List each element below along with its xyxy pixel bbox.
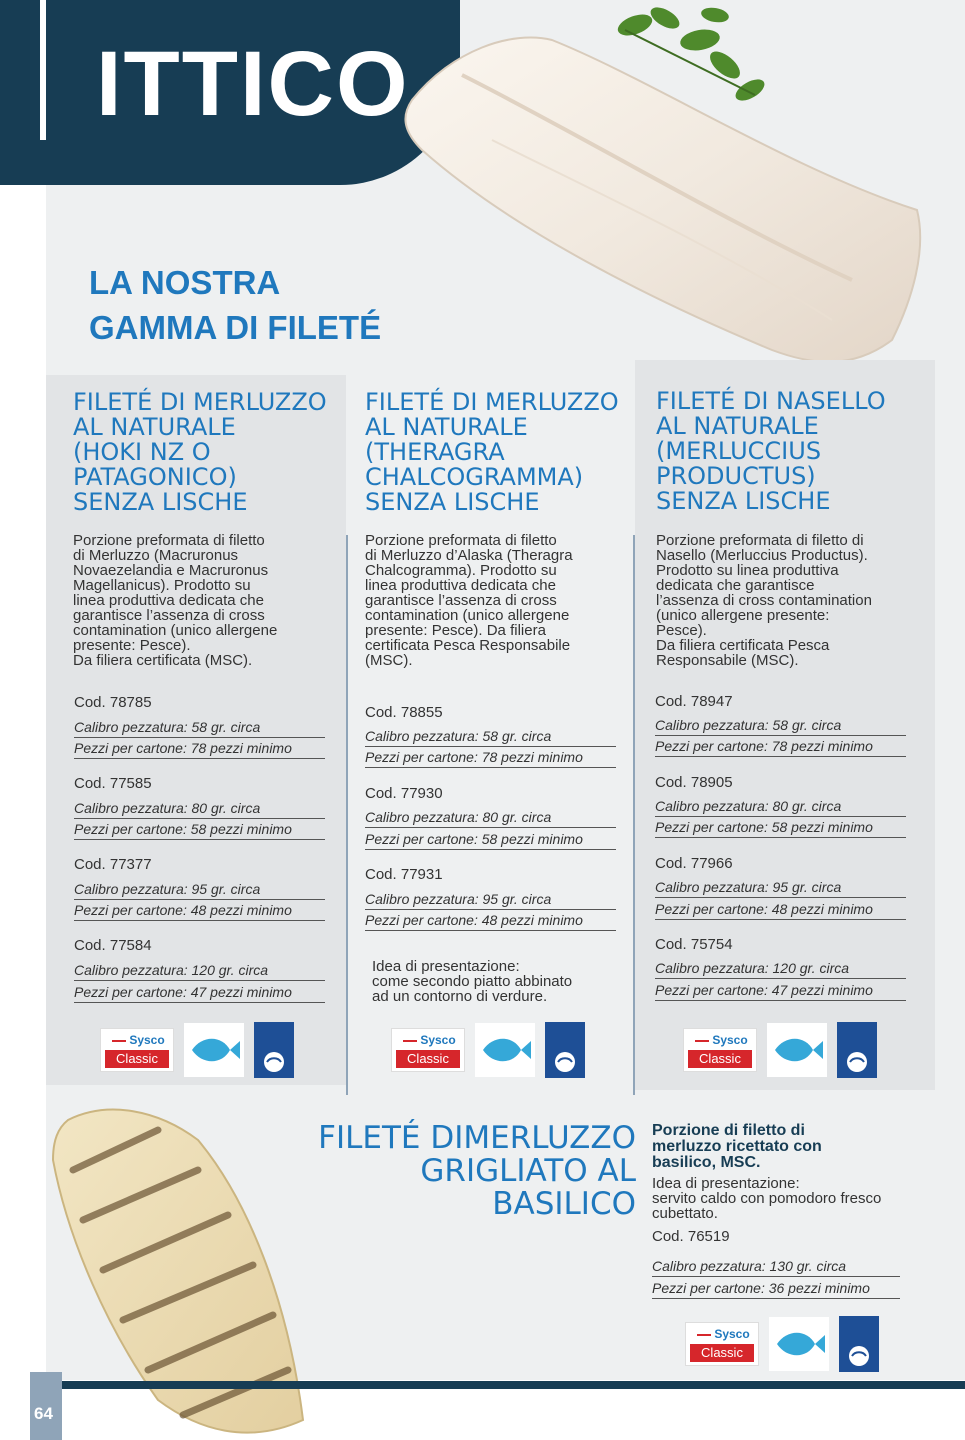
- subtitle-line: Porzione di filetto di: [652, 1122, 805, 1139]
- spec-pezzi: Pezzi per cartone: 58 pezzi minimo: [74, 821, 325, 840]
- spec-pezzi: Pezzi per cartone: 78 pezzi minimo: [365, 749, 616, 768]
- product-title-line: (THERAGRA: [365, 438, 505, 466]
- sysco-classic-logo: [685, 1322, 759, 1366]
- sysco-classic-logo: [100, 1028, 174, 1072]
- product-code: Cod. 76519: [652, 1228, 730, 1245]
- desc-line: Pesce).: [656, 622, 707, 639]
- desc-line: Novaezelandia e Macruronus: [73, 562, 269, 579]
- product-title-line: CHALCOGRAMMA): [365, 463, 584, 491]
- desc-line: presente: Pesce).: [73, 637, 191, 654]
- bottom-product-title: [280, 1122, 636, 1221]
- subtitle-line: basilico, MSC.: [652, 1154, 761, 1171]
- desc-line: Da filiera certificata Pesca: [656, 637, 830, 654]
- sysco-label: Sysco: [101, 1033, 173, 1061]
- spec-calibro: Calibro pezzatura: 95 gr. circa: [74, 881, 325, 900]
- spec-calibro: Calibro pezzatura: 58 gr. circa: [655, 717, 906, 736]
- section-title-line: GAMMA DI FILETÉ: [89, 309, 382, 346]
- title-line: FILETÉ DIMERLUZZO: [318, 1120, 636, 1156]
- title-line: GRIGLIATO AL: [420, 1153, 636, 1189]
- certification-logos: [100, 1022, 294, 1078]
- product-title-line: SENZA LISCHE: [365, 488, 540, 516]
- desc-line: l’assenza di cross contamination: [656, 592, 872, 609]
- desc-line: (MSC).: [365, 652, 413, 669]
- spec-calibro: Calibro pezzatura: 120 gr. circa: [74, 962, 325, 981]
- msc-certified-icon: [837, 1022, 877, 1078]
- product-title-line: AL NATURALE: [73, 413, 236, 441]
- product-code: Cod. 77585: [74, 775, 152, 792]
- page-number: 64: [34, 1404, 53, 1423]
- desc-line: di Merluzzo d’Alaska (Theragra: [365, 547, 573, 564]
- presentation-idea: [372, 959, 572, 1004]
- product-title-line: PATAGONICO): [73, 463, 237, 491]
- bottom-product-idea: [652, 1176, 881, 1221]
- spec-pezzi: Pezzi per cartone: 47 pezzi minimo: [655, 982, 906, 1001]
- product-description: [73, 533, 277, 668]
- idea-line: servito caldo con pomodoro fresco: [652, 1190, 882, 1207]
- product-code: Cod. 78905: [655, 774, 733, 791]
- desc-line: Porzione preformata di filetto: [73, 532, 265, 549]
- left-margin: [0, 0, 46, 1440]
- spec-calibro: Calibro pezzatura: 80 gr. circa: [365, 809, 616, 828]
- idea-line: ad un contorno di verdure.: [372, 988, 548, 1005]
- footer-bar: [62, 1381, 965, 1389]
- product-description: [656, 533, 872, 668]
- spec-calibro: Calibro pezzatura: 80 gr. circa: [655, 798, 906, 817]
- product-title-line: (MERLUCCIUS: [656, 437, 822, 465]
- desc-line: Nasello (Merluccius Productus).: [656, 547, 868, 564]
- spec-calibro: Calibro pezzatura: 58 gr. circa: [365, 728, 616, 747]
- product-title-line: (HOKI NZ O: [73, 438, 211, 466]
- certification-logos: [683, 1022, 877, 1078]
- msc-certified-icon: [545, 1022, 585, 1078]
- spec-pezzi: Pezzi per cartone: 47 pezzi minimo: [74, 984, 325, 1003]
- spec-pezzi: Pezzi per cartone: 48 pezzi minimo: [365, 912, 616, 931]
- msc-certified-icon: [254, 1022, 294, 1078]
- product-title-line: FILETÉ DI NASELLO: [656, 387, 886, 415]
- spec-calibro: Calibro pezzatura: 120 gr. circa: [655, 960, 906, 979]
- product-code: Cod. 77584: [74, 937, 152, 954]
- product-code: Cod. 77931: [365, 866, 443, 883]
- classic-label: Classic: [690, 1344, 754, 1362]
- column-divider: [633, 535, 635, 1095]
- spec-calibro: Calibro pezzatura: 130 gr. circa: [652, 1258, 900, 1277]
- msc-certified-icon: [839, 1316, 879, 1372]
- certification-logos: [391, 1022, 585, 1078]
- desc-line: certificata Pesca Responsabile: [365, 637, 571, 654]
- product-title-line: FILETÉ DI MERLUZZO: [365, 388, 619, 416]
- idea-line: come secondo piatto abbinato: [372, 973, 573, 990]
- desc-line: contamination (unico allergene: [73, 622, 278, 639]
- product-title-line: SENZA LISCHE: [73, 488, 248, 516]
- desc-line: presente: Pesce). Da filiera: [365, 622, 546, 639]
- spec-pezzi: Pezzi per cartone: 36 pezzi minimo: [652, 1280, 900, 1299]
- classic-label: Classic: [105, 1050, 169, 1068]
- spec-pezzi: Pezzi per cartone: 58 pezzi minimo: [655, 819, 906, 838]
- desc-line: contamination (unico allergene: [365, 607, 570, 624]
- product-description: [365, 533, 573, 668]
- product-title: [73, 390, 327, 515]
- desc-line: Chalcogramma). Prodotto su: [365, 562, 557, 579]
- product-code: Cod. 78947: [655, 693, 733, 710]
- idea-line: cubettato.: [652, 1205, 718, 1222]
- spec-pezzi: Pezzi per cartone: 58 pezzi minimo: [365, 831, 616, 850]
- spec-calibro: Calibro pezzatura: 58 gr. circa: [74, 719, 325, 738]
- classic-label: Classic: [688, 1050, 752, 1068]
- desc-line: di Merluzzo (Macruronus: [73, 547, 239, 564]
- desc-line: linea produttiva dedicata che: [365, 577, 556, 594]
- section-title: [89, 260, 381, 350]
- product-code: Cod. 77377: [74, 856, 152, 873]
- title-line: BASILICO: [492, 1186, 636, 1222]
- desc-line: Prodotto su linea produttiva: [656, 562, 839, 579]
- spec-pezzi: Pezzi per cartone: 78 pezzi minimo: [655, 738, 906, 757]
- product-title: [365, 390, 619, 515]
- certification-logos: [685, 1316, 879, 1372]
- desc-line: garantisce l’assenza di cross: [73, 607, 265, 624]
- sysco-label: Sysco: [684, 1033, 756, 1061]
- classic-label: Classic: [396, 1050, 460, 1068]
- product-code: Cod. 77930: [365, 785, 443, 802]
- desc-line: garantisce l’assenza di cross: [365, 592, 557, 609]
- desc-line: (unico allergene presente:: [656, 607, 830, 624]
- product-code: Cod. 77966: [655, 855, 733, 872]
- sysco-classic-logo: [683, 1028, 757, 1072]
- subtitle-line: merluzzo ricettato con: [652, 1138, 822, 1155]
- product-title-line: AL NATURALE: [365, 413, 528, 441]
- desc-line: Magellanicus). Prodotto su: [73, 577, 251, 594]
- spec-pezzi: Pezzi per cartone: 48 pezzi minimo: [655, 901, 906, 920]
- bottom-product-subtitle: [652, 1123, 822, 1171]
- column-divider: [346, 535, 348, 1095]
- product-title-line: PRODUCTUS): [656, 462, 816, 490]
- senza-lische-fish-icon: [475, 1023, 535, 1077]
- desc-line: Porzione preformata di filetto: [365, 532, 557, 549]
- header-accent-bar: [40, 0, 46, 140]
- parsley-garnish-image: [605, 0, 775, 110]
- desc-line: Porzione preformata di filetto di: [656, 532, 864, 549]
- sysco-label: Sysco: [686, 1327, 758, 1355]
- idea-line: Idea di presentazione:: [372, 958, 520, 975]
- spec-calibro: Calibro pezzatura: 80 gr. circa: [74, 800, 325, 819]
- product-title-line: SENZA LISCHE: [656, 487, 831, 515]
- desc-line: dedicata che garantisce: [656, 577, 815, 594]
- senza-lische-fish-icon: [769, 1317, 829, 1371]
- product-title-line: FILETÉ DI MERLUZZO: [73, 388, 327, 416]
- spec-pezzi: Pezzi per cartone: 48 pezzi minimo: [74, 902, 325, 921]
- desc-line: Responsabile (MSC).: [656, 652, 799, 669]
- spec-calibro: Calibro pezzatura: 95 gr. circa: [655, 879, 906, 898]
- section-title-line: LA NOSTRA: [89, 264, 281, 301]
- idea-line: Idea di presentazione:: [652, 1175, 800, 1192]
- senza-lische-fish-icon: [184, 1023, 244, 1077]
- spec-pezzi: Pezzi per cartone: 78 pezzi minimo: [74, 740, 325, 759]
- product-code: Cod. 75754: [655, 936, 733, 953]
- desc-line: linea produttiva dedicata che: [73, 592, 264, 609]
- spec-calibro: Calibro pezzatura: 95 gr. circa: [365, 891, 616, 910]
- page-title: ITTICO: [96, 33, 410, 135]
- product-code: Cod. 78855: [365, 704, 443, 721]
- sysco-classic-logo: [391, 1028, 465, 1072]
- grilled-fillet-image: [48, 1100, 308, 1440]
- sysco-label: Sysco: [392, 1033, 464, 1061]
- product-title-line: AL NATURALE: [656, 412, 819, 440]
- desc-line: Da filiera certificata (MSC).: [73, 652, 253, 669]
- product-code: Cod. 78785: [74, 694, 152, 711]
- senza-lische-fish-icon: [767, 1023, 827, 1077]
- product-title: [656, 389, 886, 514]
